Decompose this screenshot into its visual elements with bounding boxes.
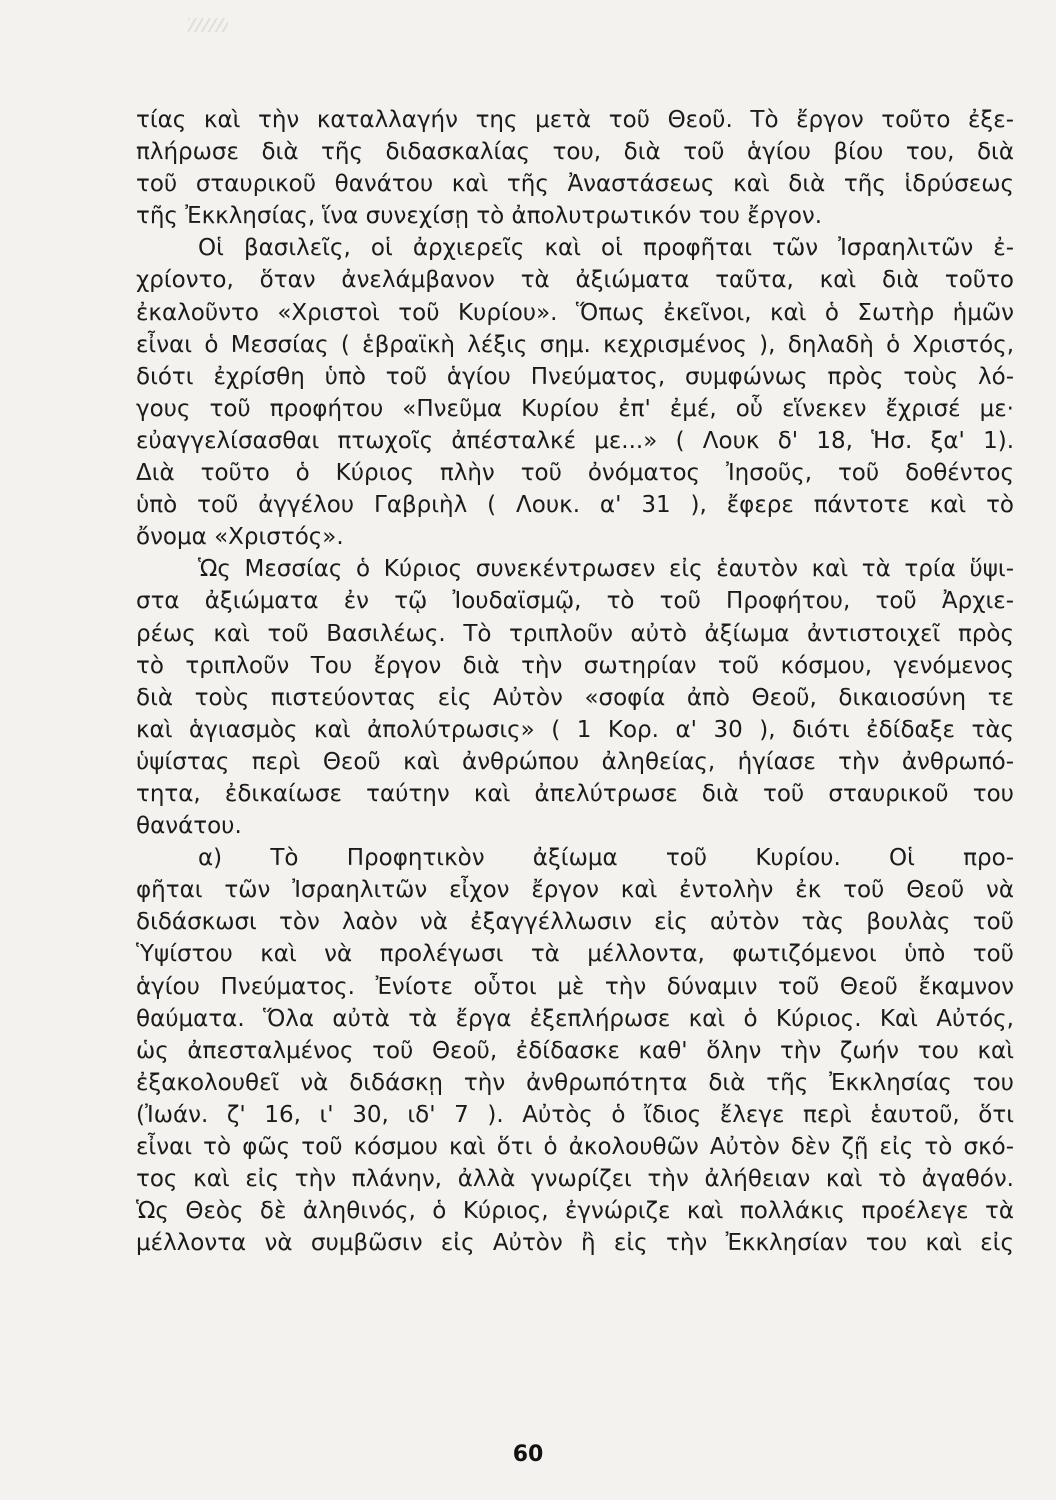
text-line: ὄνομα «Χριστός». xyxy=(136,524,344,551)
text-line: στα ἀξιώματα ἐν τῷ Ἰουδαϊσμῷ, τὸ τοῦ Προφήτου, τοῦ Ἀρχιε- xyxy=(136,588,1014,615)
section-heading-line: α) Τὸ Προφητικὸν ἀξίωμα τοῦ Κυρίου. Οἱ προ- xyxy=(198,845,1014,872)
text-line: φῆται τῶν Ἰσραηλιτῶν εἶχον ἔργον καὶ ἐντολὴν ἐκ τοῦ Θεοῦ νὰ xyxy=(136,877,1014,904)
text-line: Ὡς Μεσσίας ὁ Κύριος συνεκέντρωσεν εἰς ἑαυτὸν καὶ τὰ τρία ὕψι- xyxy=(198,556,1014,583)
text-line: τος καὶ εἰς τὴν πλάνην, ἀλλὰ γνωρίζει τὴν ἀλήθειαν καὶ τὸ ἀγαθόν. xyxy=(136,1166,1014,1193)
text-line: ἐξακολουθεῖ νὰ διδάσκῃ τὴν ἀνθρωπότητα διὰ τῆς Ἐκκλησίας του xyxy=(136,1069,1014,1096)
text-line: τὸ τριπλοῦν Του ἔργον διὰ τὴν σωτηρίαν τοῦ κόσμου, γενόμενος xyxy=(136,652,1014,679)
text-line: διότι ἐχρίσθη ὑπὸ τοῦ ἁγίου Πνεύματος, συμφώνως πρὸς τοὺς λό- xyxy=(136,363,1014,390)
text-line: θανάτου. xyxy=(136,813,242,840)
text-line: καὶ ἁγιασμὸς καὶ ἀπολύτρωσις» ( 1 Κορ. α' 30 ), διότι ἐδίδαξε τὰς xyxy=(136,716,1014,743)
text-line: μέλλοντα νὰ συμβῶσιν εἰς Αὐτὸν ἢ εἰς τὴν Ἐκκλησίαν του καὶ εἰς xyxy=(136,1230,1014,1257)
text-line: εἶναι τὸ φῶς τοῦ κόσμου καὶ ὅτι ὁ ἀκολουθῶν Αὐτὸν δὲν ζῇ εἰς τὸ σκό- xyxy=(136,1134,1014,1160)
text-line: ὑψίστας περὶ Θεοῦ καὶ ἀνθρώπου ἀληθείας, ἡγίασε τὴν ἀνθρωπό- xyxy=(136,748,1014,775)
scan-mark xyxy=(188,18,228,32)
text-line: Διὰ τοῦτο ὁ Κύριος πλὴν τοῦ ὀνόματος Ἰησοῦς, τοῦ δοθέντος xyxy=(136,460,1014,487)
text-line: εἶναι ὁ Μεσσίας ( ἑβραϊκὴ λέξις σημ. κεχρισμένος ), δηλαδὴ ὁ Χριστός, xyxy=(136,331,1014,358)
text-line: πλήρωσε διὰ τῆς διδασκαλίας του, διὰ τοῦ ἁγίου βίου του, διὰ xyxy=(136,139,1014,166)
page-number: 60 xyxy=(512,1442,544,1467)
text-line: ἐκαλοῦντο «Χριστοὶ τοῦ Κυρίου». Ὅπως ἐκεῖνοι, καὶ ὁ Σωτὴρ ἡμῶν xyxy=(136,299,1014,326)
text-line: τητα, ἐδικαίωσε ταύτην καὶ ἀπελύτρωσε διὰ τοῦ σταυρικοῦ του xyxy=(136,780,1014,807)
page-body xyxy=(136,104,1014,1259)
text-line: χρίοντο, ὅταν ἀνελάμβανον τὰ ἀξιώματα ταῦτα, καὶ διὰ τοῦτο xyxy=(136,267,1014,294)
text-line: Οἱ βασιλεῖς, οἱ ἀρχιερεῖς καὶ οἱ προφῆται τῶν Ἰσραηλιτῶν ἐ- xyxy=(198,235,1014,262)
text-line: (Ἰωάν. ζ' 16, ι' 30, ιδ' 7 ). Αὐτὸς ὁ ἴδιος ἔλεγε περὶ ἑαυτοῦ, ὅτι xyxy=(136,1101,1014,1128)
text-line: τῆς Ἐκκλησίας, ἵνα συνεχίσῃ τὸ ἀπολυτρωτικόν του ἔργον. xyxy=(136,203,823,230)
text-line: διὰ τοὺς πιστεύοντας εἰς Αὐτὸν «σοφία ἀπὸ Θεοῦ, δικαιοσύνη τε xyxy=(136,684,1014,711)
text-line: ἁγίου Πνεύματος. Ἐνίοτε οὗτοι μὲ τὴν δύναμιν τοῦ Θεοῦ ἔκαμνον xyxy=(136,973,1014,1000)
text-line: εὐαγγελίσασθαι πτωχοῖς ἀπέσταλκέ με...» ( Λουκ δ' 18, Ἡσ. ξα' 1). xyxy=(136,427,1014,454)
text-line: ὑπὸ τοῦ ἀγγέλου Γαβριὴλ ( Λουκ. α' 31 ), ἔφερε πάντοτε καὶ τὸ xyxy=(136,492,1014,519)
text-line: τοῦ σταυρικοῦ θανάτου καὶ τῆς Ἀναστάσεως καὶ διὰ τῆς ἱδρύσεως xyxy=(136,171,1014,198)
text-line: διδάσκωσι τὸν λαὸν νὰ ἐξαγγέλλωσιν εἰς αὐτὸν τὰς βουλὰς τοῦ xyxy=(136,909,1014,936)
text-line: ὡς ἀπεσταλμένος τοῦ Θεοῦ, ἐδίδασκε καθ' ὅλην τὴν ζωήν του καὶ xyxy=(136,1037,1014,1064)
text-line: Ὑψίστου καὶ νὰ προλέγωσι τὰ μέλλοντα, φωτιζόμενοι ὑπὸ τοῦ xyxy=(136,941,1014,968)
text-line: ρέως καὶ τοῦ Βασιλέως. Τὸ τριπλοῦν αὐτὸ ἀξίωμα ἀντιστοιχεῖ πρὸς xyxy=(136,620,1014,647)
text-line: θαύματα. Ὅλα αὐτὰ τὰ ἔργα ἐξεπλήρωσε καὶ ὁ Κύριος. Καὶ Αὐτός, xyxy=(136,1005,1014,1032)
text-line: τίας καὶ τὴν καταλλαγήν της μετὰ τοῦ Θεοῦ. Τὸ ἔργον τοῦτο ἐξε- xyxy=(136,107,1014,133)
text-line: Ὡς Θεὸς δὲ ἀληθινός, ὁ Κύριος, ἐγνώριζε καὶ πολλάκις προέλεγε τὰ xyxy=(136,1198,1014,1225)
text-line: γους τοῦ προφήτου «Πνεῦμα Κυρίου ἐπ' ἐμέ, οὗ εἵνεκεν ἔχρισέ με· xyxy=(136,395,1014,422)
